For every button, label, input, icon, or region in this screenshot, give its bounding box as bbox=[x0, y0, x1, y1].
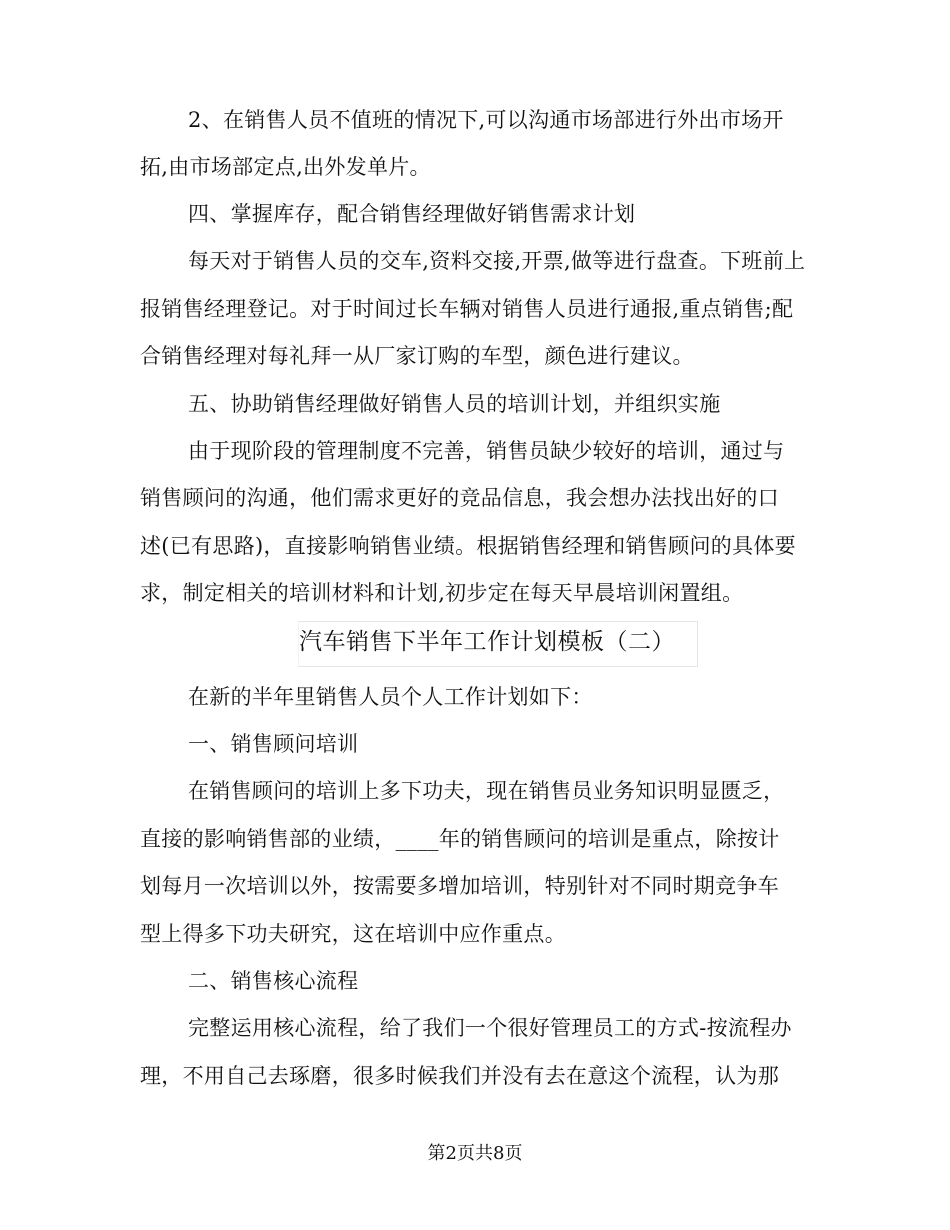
paragraph-line: 拓,由市场部定点,出外发单片。 bbox=[140, 155, 431, 179]
section-heading-5: 五、协助销售经理做好销售人员的培训计划，并组织实施 bbox=[188, 392, 721, 416]
section-heading-1: 一、销售顾问培训 bbox=[188, 732, 359, 756]
paragraph-line: 理，不用自己去琢磨，很多时候我们并没有去在意这个流程，认为那 bbox=[140, 1064, 779, 1088]
paragraph-line: 合销售经理对每礼拜一从厂家订购的车型，颜色进行建议。 bbox=[140, 344, 694, 368]
paragraph-line: 销售顾问的沟通，他们需求更好的竞品信息，我会想办法找出好的口 bbox=[140, 486, 779, 510]
paragraph-line: 述(已有思路)，直接影响销售业绩。根据销售经理和销售顾问的具体要 bbox=[140, 534, 796, 558]
paragraph-line: 直接的影响销售部的业绩，____年的销售顾问的培训是重点，除按计 bbox=[140, 827, 780, 851]
paragraph-line: 由于现阶段的管理制度不完善，销售员缺少较好的培训，通过与 bbox=[188, 439, 785, 463]
document-title: 汽车销售下半年工作计划模板（二） bbox=[298, 621, 698, 667]
paragraph-line: 求，制定相关的培训材料和计划,初步定在每天早晨培训闲置组。 bbox=[140, 581, 744, 605]
section-heading-2: 二、销售核心流程 bbox=[188, 969, 359, 993]
paragraph-line: 完整运用核心流程，给了我们一个很好管理员工的方式-按流程办 bbox=[188, 1016, 792, 1040]
paragraph-line: 在新的半年里销售人员个人工作计划如下： bbox=[188, 685, 593, 709]
paragraph-line: 型上得多下功夫研究，这在培训中应作重点。 bbox=[140, 922, 566, 946]
paragraph-line: 报销售经理登记。对于时间过长车辆对销售人员进行通报,重点销售;配 bbox=[140, 297, 794, 321]
page-number-footer: 第2页共8页 bbox=[427, 1143, 523, 1164]
paragraph-line: 划每月一次培训以外，按需要多增加培训，特别针对不同时期竞争车 bbox=[140, 874, 779, 898]
paragraph-line: 在销售顾问的培训上多下功夫，现在销售员业务知识明显匮乏， bbox=[188, 779, 785, 803]
paragraph-line: 2、在销售人员不值班的情况下,可以沟通市场部进行外出市场开 bbox=[188, 108, 784, 132]
section-heading-4: 四、掌握库存，配合销售经理做好销售需求计划 bbox=[188, 202, 636, 226]
paragraph-line: 每天对于销售人员的交车,资料交接,开票,做等进行盘查。下班前上 bbox=[188, 249, 806, 273]
